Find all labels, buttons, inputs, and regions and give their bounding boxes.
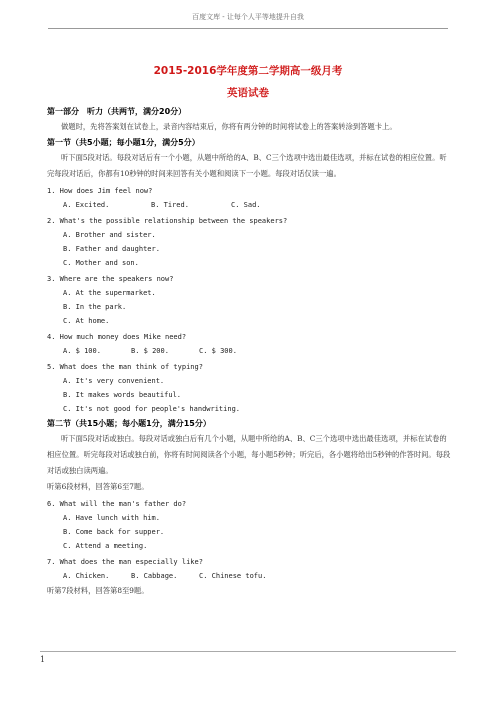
option-b: B. In the park. [63, 303, 127, 311]
option-b: B. Father and daughter. [63, 245, 160, 253]
question-7-options [47, 569, 453, 583]
option-c: C. At home. [63, 317, 110, 325]
option-b: B. Tired. [151, 201, 189, 209]
part1-instruction: 做题时，先将答案划在试卷上，录音内容结束后，你将有两分钟的时间将试卷上的答案转涂到答题卡上。 [61, 122, 397, 131]
option-b: B. It makes words beautiful. [63, 391, 182, 399]
option-a: A. Excited. [63, 201, 110, 209]
question-4: 4. How much money does Mike need? [47, 333, 187, 341]
question-5: 5. What does the man think of typing? [47, 363, 203, 371]
page-header: 百度文库 - 让每个人平等地提升自我 [48, 12, 448, 29]
section1-instruction: 听下面5段对话。每段对话后有一个小题，从题中所给的A、B、C三个选项中选出最佳选项，并标在试卷的相应位置。听完每段对话后，你都有10秒钟的时间来回答有关小题和阅读下一小题。每段对话仅读一遍。 [47, 153, 447, 178]
question-1: 1. How does Jim feel now? [47, 187, 153, 195]
option-a: A. Chicken. [63, 572, 110, 580]
option-c: C. It's not good for people's handwriting. [63, 405, 241, 413]
option-c: C. $ 300. [199, 347, 237, 355]
option-a: A. At the supermarket. [63, 289, 156, 297]
material-6-note: 听第6段材料，回答第6至7题。 [47, 482, 149, 491]
exam-subtitle: 英语试卷 [227, 87, 269, 99]
question-4-options [47, 344, 453, 358]
section2-instruction: 听下面5段对话或独白。每段对话或独白后有几个小题，从题中所给的A、B、C三个选项中选出最佳选项，并标在试卷的相应位置。听完每段对话或独白前，你将有时间阅读各个小题，每小题5秒钟；听完后，各小题将给出5秒钟的作答时间。每段对话或独白读两遍。 [47, 434, 451, 475]
exam-title: 2015-2016学年度第二学期高一级月考 [153, 65, 343, 77]
option-a: A. Have lunch with him. [63, 514, 160, 522]
question-1-options [47, 198, 453, 212]
option-c: C. Chinese tofu. [199, 572, 267, 580]
section2-heading: 第二节（共15小题；每小题1分，满分15分） [47, 419, 211, 428]
option-c: C. Attend a meeting. [63, 542, 148, 550]
part1-heading: 第一部分 听力（共两节，满分20分） [47, 107, 187, 116]
question-3: 3. Where are the speakers now? [47, 275, 174, 283]
option-b: B. Cabbage. [131, 572, 178, 580]
material-7-note: 听第7段材料，回答第8至9题。 [47, 586, 149, 595]
option-b: B. Come back for supper. [63, 528, 165, 536]
question-6: 6. What will the man's father do? [47, 500, 187, 508]
option-c: C. Mother and son. [63, 259, 139, 267]
exam-content [47, 105, 453, 599]
option-c: C. Sad. [231, 201, 261, 209]
option-a: A. Brother and sister. [63, 231, 156, 239]
section1-heading: 第一节（共5小题；每小题1分，满分5分） [47, 138, 200, 147]
option-a: A. It's very convenient. [63, 377, 165, 385]
page-number: 1 [40, 651, 456, 664]
question-7: 7. What does the man especially like? [47, 558, 203, 566]
question-2: 2. What's the possible relationship between the speakers? [47, 217, 288, 225]
option-a: A. $ 100. [63, 347, 101, 355]
option-b: B. $ 200. [131, 347, 169, 355]
